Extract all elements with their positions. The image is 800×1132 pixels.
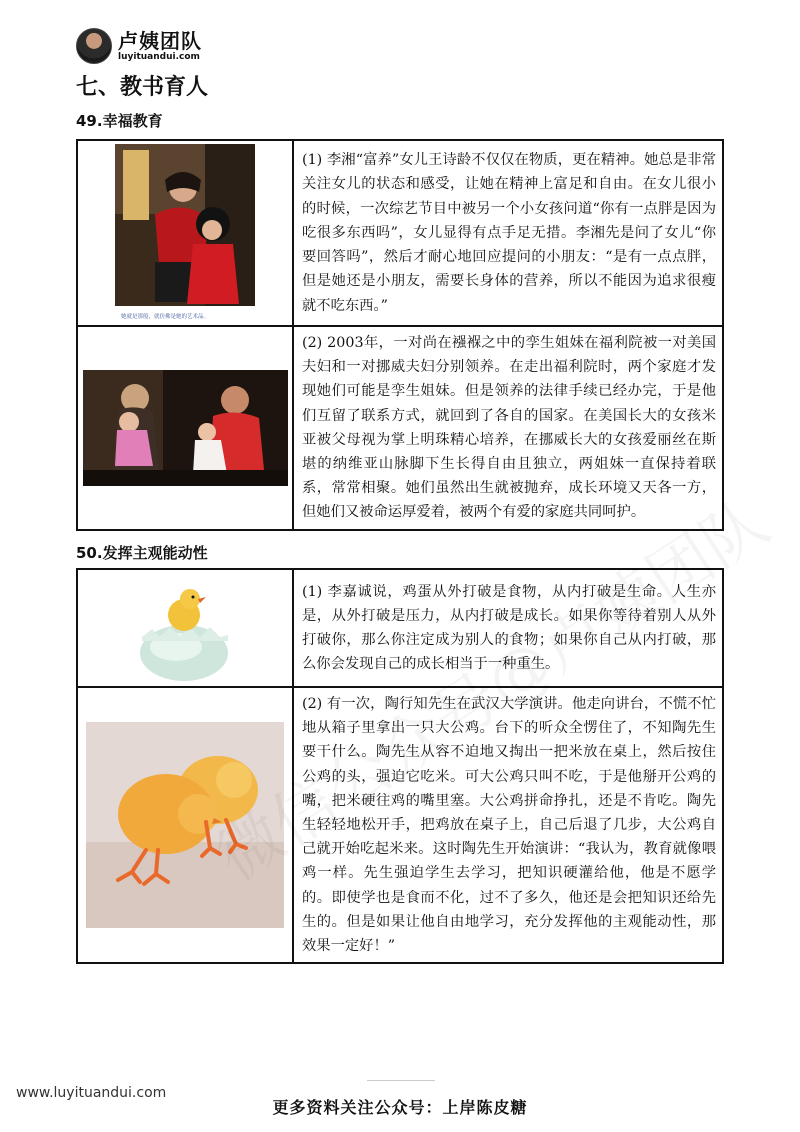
photo-caption: 她就是那般，就仿佛是她的艺术品。 (121, 314, 210, 320)
table-row (77, 687, 723, 963)
image-cell (77, 569, 293, 687)
chicks-photo (86, 722, 284, 928)
section-title: 七、教书育人 (76, 75, 209, 100)
chick-egg-photo (120, 575, 250, 681)
text-cell: (1) 李湘“富养”女儿王诗龄不仅仅在物质，更在精神。她总是非常关注女儿的状态和感受，让她在精神上富足和自由。在女儿很小的时候，一次综艺节目中被另一个小女孩问道“你有一点胖是因为吃很多东西吗”，女儿显得有点手足无措。李湘先是问了女儿“你要回答吗”，然后才耐心地回应提问的小朋友：“是有一点点胖，但是她还是小朋友，需要长身体的营养，所以不能因为追求很瘦就不吃东西。” (293, 140, 723, 326)
subsection-title-49: 49.幸福教育 (76, 112, 163, 130)
text-cell: (1) 李嘉诚说，鸡蛋从外打破是食物，从内打破是生命。人生亦是，从外打破是压力，从内打破是成长。如果你等待着别人从外打破你，那么你注定成为别人的食物；如果你自己从内打破，那么你会发现自己的成长相当于一种重生。 (293, 569, 723, 687)
logo-url: luyituandui.com (118, 51, 200, 62)
table-50 (76, 568, 724, 964)
text-cell: (2) 2003年，一对尚在襁褓之中的孪生姐妹在福利院被一对美国夫妇和一对挪威夫妇分别领养。在走出福利院时，两个家庭才发现她们可能是孪生姐妹。但是领养的法律手续已经办完，于是他们互留了联系方式，就回到了各自的国家。在美国长大的女孩米亚被父母视为掌上明珠精心培养，在挪威长大的女孩爱丽丝在斯堪的纳维亚山脉脚下生长得自由且独立，两姐妹一直保持着联系，常常相聚。她们虽然出生就被抛弃，成长环境又天各一方，但她们又被命运厚爱着，被两个有爱的家庭共同呵护。 (293, 326, 723, 530)
image-cell (77, 140, 293, 326)
avatar (76, 28, 112, 64)
table-49 (76, 139, 724, 531)
table-row (77, 140, 723, 326)
footer-url[interactable]: www.luyituandui.com (16, 1085, 167, 1101)
table-row (77, 326, 723, 530)
twins-family-photo (83, 370, 288, 486)
table-row (77, 569, 723, 687)
logo-name: 卢姨团队 (118, 28, 202, 53)
footer-note: 更多资料关注公众号：上岸陈皮糖 (272, 1098, 528, 1117)
mother-daughter-photo (115, 144, 255, 322)
subsection-title-50: 50.发挥主观能动性 (76, 544, 208, 562)
brand-logo (76, 28, 202, 64)
text-cell: (2) 有一次，陶行知先生在武汉大学演讲。他走向讲台，不慌不忙地从箱子里拿出一只大公鸡。台下的听众全愣住了，不知陶先生要干什么。陶先生从容不迫地又掏出一把米放在桌上，然后按住公鸡的头，强迫它吃米。可大公鸡只叫不吃，于是他掰开公鸡的嘴，把米硬往鸡的嘴里塞。大公鸡拼命挣扎，还是不肯吃。陶先生轻轻地松开手，把鸡放在桌子上，自己后退了几步，大公鸡自己就开始吃起米来。这时陶先生开始演讲：“我认为，教育就像喂鸡一样。先生强迫学生去学习，把知识硬灌给他，他是不愿学的。即使学也是食而不化，过不了多久，他还是会把知识还给先生的。但是如果让他自由地学习，充分发挥他的主观能动性，那效果一定好！” (293, 687, 723, 963)
image-cell (77, 326, 293, 530)
image-cell (77, 687, 293, 963)
footer-divider (367, 1080, 435, 1081)
